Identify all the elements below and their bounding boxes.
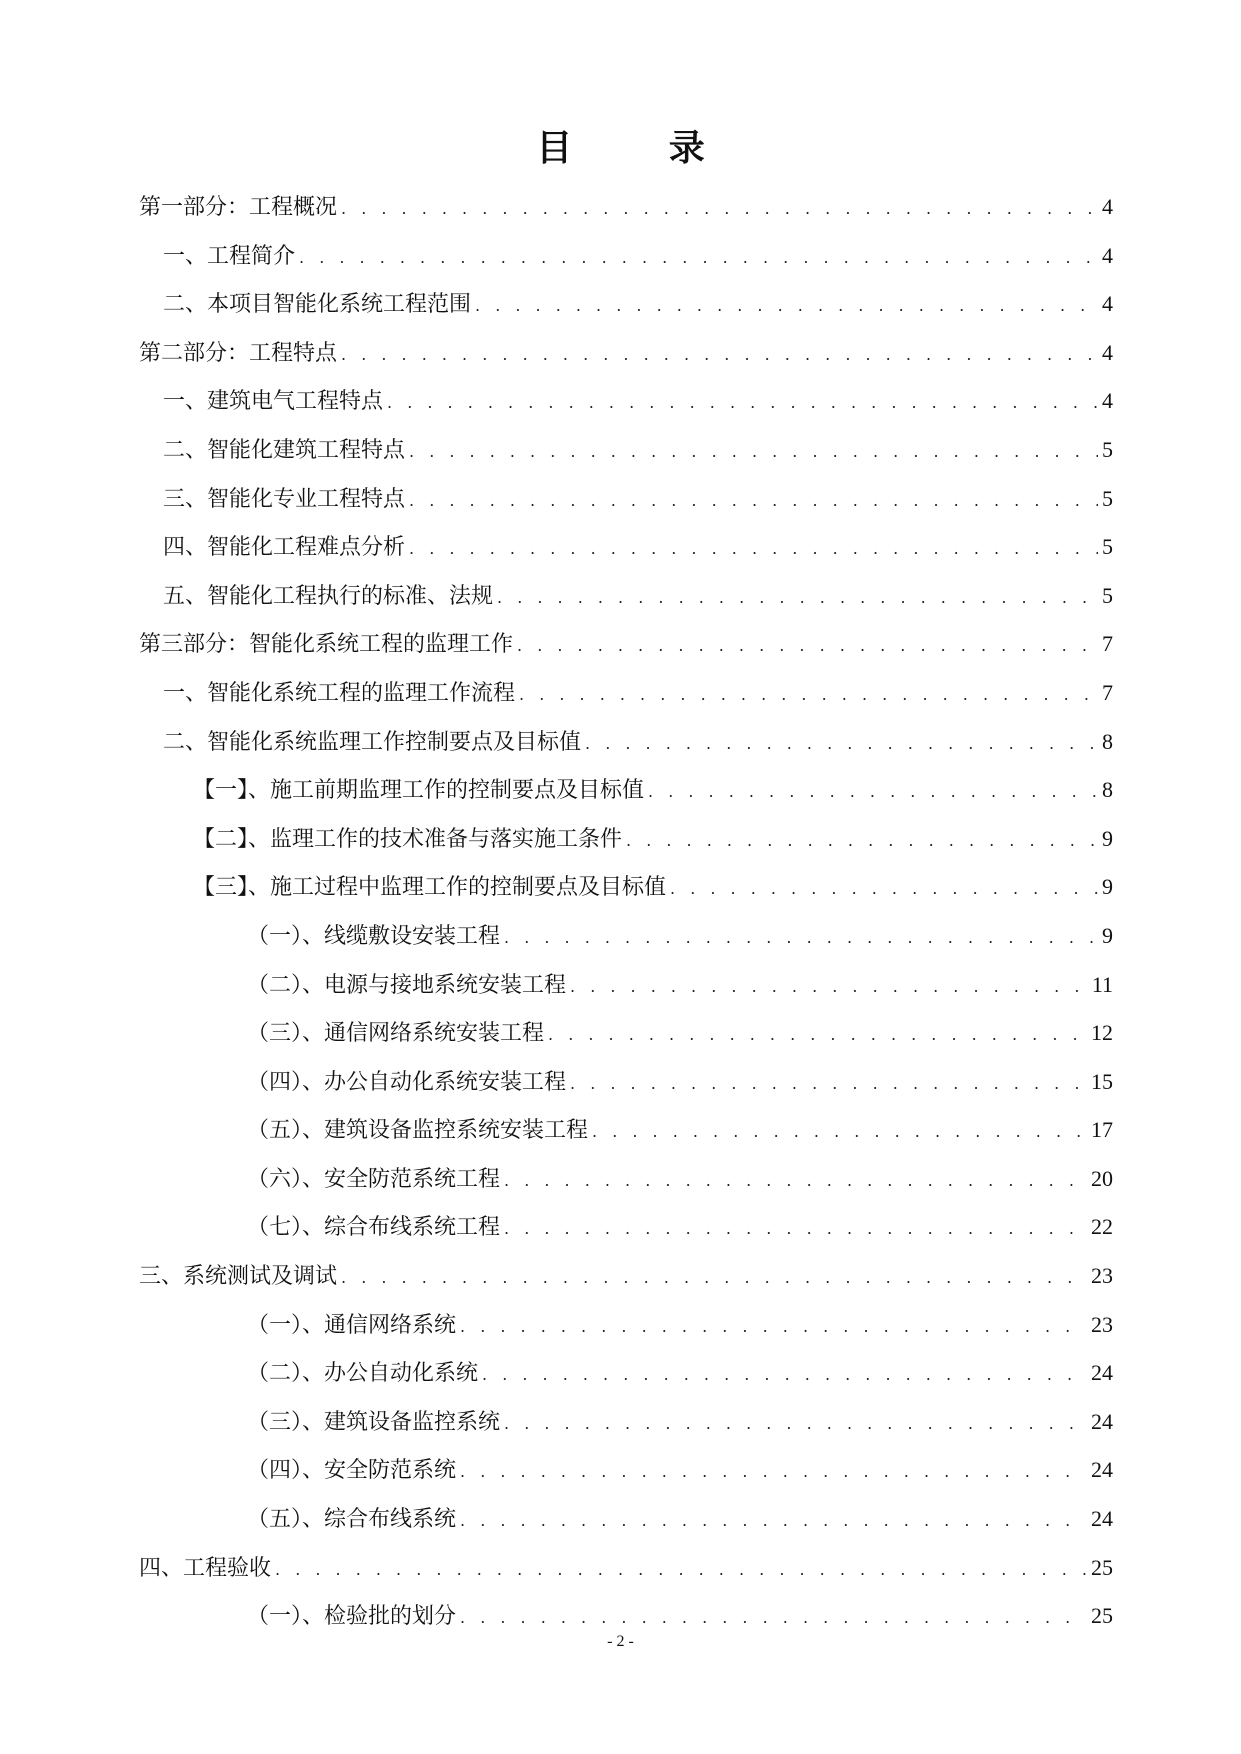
toc-dot-leader xyxy=(409,525,1098,574)
toc-dot-leader xyxy=(504,1157,1087,1206)
toc-entry[interactable] xyxy=(139,1203,1113,1252)
toc-entry-page-number: 4 xyxy=(1102,339,1113,365)
toc-entry[interactable] xyxy=(139,1544,1113,1593)
toc-entry-label: 四、智能化工程难点分析 xyxy=(163,535,406,561)
toc-entry[interactable] xyxy=(139,475,1113,524)
toc-entry-label: （四）、安全防范系统 xyxy=(247,1458,457,1484)
toc-entry-label: （五）、建筑设备监控系统安装工程 xyxy=(247,1118,589,1144)
toc-entry-page-number: 12 xyxy=(1091,1020,1113,1046)
toc-entry-page-number: 7 xyxy=(1102,679,1113,705)
toc-entry[interactable] xyxy=(139,1155,1113,1204)
toc-dot-leader xyxy=(517,622,1098,671)
toc-entry-label: （五）、综合布线系统 xyxy=(247,1507,457,1533)
toc-dot-leader xyxy=(409,428,1098,477)
toc-entry[interactable] xyxy=(139,1252,1113,1301)
page-number: - 2 - xyxy=(607,1633,634,1650)
toc-entry-page-number: 5 xyxy=(1102,436,1113,462)
toc-entry-label: 【二】、监理工作的技术准备与落实施工条件 xyxy=(193,826,623,852)
toc-entry-page-number: 24 xyxy=(1091,1360,1113,1386)
toc-entry[interactable] xyxy=(139,1009,1113,1058)
toc-dot-leader xyxy=(409,477,1098,526)
toc-dot-leader xyxy=(626,817,1098,866)
toc-entry-page-number: 17 xyxy=(1091,1117,1113,1143)
toc-dot-leader xyxy=(482,1351,1087,1400)
toc-dot-leader xyxy=(670,865,1098,914)
toc-entry[interactable] xyxy=(139,183,1113,232)
toc-entry[interactable] xyxy=(139,523,1113,572)
toc-entry-label: 一、工程简介 xyxy=(163,243,296,269)
toc-entry[interactable] xyxy=(139,1349,1113,1398)
toc-entry[interactable] xyxy=(139,1446,1113,1495)
toc-dot-leader xyxy=(585,720,1098,769)
toc-dot-leader xyxy=(497,574,1098,623)
toc-entry[interactable] xyxy=(139,1495,1113,1544)
toc-entry-page-number: 7 xyxy=(1102,631,1113,657)
toc-entry-page-number: 20 xyxy=(1091,1165,1113,1191)
toc-dot-leader xyxy=(548,1011,1087,1060)
toc-entry-label: 【一】、施工前期监理工作的控制要点及目标值 xyxy=(193,778,645,804)
toc-entry-page-number: 22 xyxy=(1091,1214,1113,1240)
toc-entry-page-number: 9 xyxy=(1102,874,1113,900)
table-of-contents xyxy=(139,183,1113,1641)
toc-entry-label: （二）、电源与接地系统安装工程 xyxy=(247,972,567,998)
toc-dot-leader xyxy=(299,234,1098,283)
toc-dot-leader xyxy=(504,1400,1087,1449)
toc-entry-label: 【三】、施工过程中监理工作的控制要点及目标值 xyxy=(193,875,667,901)
toc-entry-label: （七）、综合布线系统工程 xyxy=(247,1215,501,1241)
toc-dot-leader xyxy=(460,1448,1087,1497)
toc-entry-page-number: 8 xyxy=(1102,777,1113,803)
toc-entry[interactable] xyxy=(139,1058,1113,1107)
toc-entry[interactable] xyxy=(139,280,1113,329)
toc-entry-page-number: 25 xyxy=(1091,1603,1113,1629)
toc-entry-label: 三、智能化专业工程特点 xyxy=(163,486,406,512)
toc-entry-label: 第三部分：智能化系统工程的监理工作 xyxy=(139,632,514,658)
toc-entry-label: （一）、通信网络系统 xyxy=(247,1312,457,1338)
toc-entry[interactable] xyxy=(139,766,1113,815)
toc-entry-page-number: 5 xyxy=(1102,485,1113,511)
toc-entry-label: （六）、安全防范系统工程 xyxy=(247,1166,501,1192)
toc-dot-leader xyxy=(570,1060,1087,1109)
toc-entry[interactable] xyxy=(139,1106,1113,1155)
toc-entry-label: （三）、建筑设备监控系统 xyxy=(247,1409,501,1435)
toc-entry-label: 五、智能化工程执行的标准、法规 xyxy=(163,583,494,609)
toc-entry-page-number: 5 xyxy=(1102,582,1113,608)
toc-entry[interactable] xyxy=(139,620,1113,669)
toc-entry[interactable] xyxy=(139,1398,1113,1447)
toc-entry-page-number: 15 xyxy=(1091,1068,1113,1094)
toc-dot-leader xyxy=(592,1108,1087,1157)
toc-dot-leader xyxy=(341,1254,1087,1303)
toc-entry-label: 第二部分：工程特点 xyxy=(139,340,338,366)
toc-entry[interactable] xyxy=(139,572,1113,621)
page-title: 目 录 xyxy=(536,127,747,169)
toc-dot-leader xyxy=(504,1205,1087,1254)
toc-dot-leader xyxy=(475,282,1098,331)
toc-entry-label: 第一部分：工程概况 xyxy=(139,195,338,220)
toc-dot-leader xyxy=(460,1303,1087,1352)
toc-entry[interactable] xyxy=(139,718,1113,767)
toc-entry[interactable] xyxy=(139,912,1113,961)
toc-entry-page-number: 9 xyxy=(1102,825,1113,851)
toc-entry-label: （一）、检验批的划分 xyxy=(247,1604,457,1630)
toc-dot-leader xyxy=(570,963,1088,1012)
toc-entry[interactable] xyxy=(139,815,1113,864)
toc-entry[interactable] xyxy=(139,329,1113,378)
toc-dot-leader xyxy=(387,379,1098,428)
toc-entry[interactable] xyxy=(139,232,1113,281)
toc-entry-page-number: 24 xyxy=(1091,1457,1113,1483)
toc-entry-label: 二、智能化系统监理工作控制要点及目标值 xyxy=(163,729,582,755)
toc-entry-label: 二、本项目智能化系统工程范围 xyxy=(163,292,472,318)
toc-entry-page-number: 24 xyxy=(1091,1506,1113,1532)
toc-entry-label: （一）、线缆敷设安装工程 xyxy=(247,923,501,949)
toc-entry-page-number: 4 xyxy=(1102,194,1113,219)
toc-entry-label: 三、系统测试及调试 xyxy=(139,1264,338,1290)
toc-entry-page-number: 23 xyxy=(1091,1263,1113,1289)
toc-entry-label: （四）、办公自动化系统安装工程 xyxy=(247,1069,567,1095)
toc-entry[interactable] xyxy=(139,961,1113,1010)
toc-dot-leader xyxy=(341,185,1098,234)
toc-entry-page-number: 5 xyxy=(1102,534,1113,560)
toc-entry-label: 二、智能化建筑工程特点 xyxy=(163,437,406,463)
toc-entry-page-number: 4 xyxy=(1102,291,1113,317)
toc-entry-label: 一、智能化系统工程的监理工作流程 xyxy=(163,680,516,706)
toc-entry-page-number: 4 xyxy=(1102,242,1113,268)
toc-entry-label: 一、建筑电气工程特点 xyxy=(163,389,384,415)
toc-dot-leader xyxy=(519,671,1098,720)
toc-entry-label: 四、工程验收 xyxy=(139,1555,272,1581)
toc-entry-page-number: 8 xyxy=(1102,728,1113,754)
toc-entry-page-number: 24 xyxy=(1091,1408,1113,1434)
toc-dot-leader xyxy=(504,914,1098,963)
toc-entry[interactable] xyxy=(139,863,1113,912)
toc-entry[interactable] xyxy=(139,669,1113,718)
toc-dot-leader xyxy=(341,331,1098,380)
toc-dot-leader xyxy=(275,1546,1087,1595)
toc-dot-leader xyxy=(648,768,1098,817)
toc-entry-page-number: 4 xyxy=(1102,388,1113,414)
toc-entry-page-number: 11 xyxy=(1091,971,1113,997)
toc-entry-label: （三）、通信网络系统安装工程 xyxy=(247,1021,545,1047)
toc-entry[interactable] xyxy=(139,426,1113,475)
toc-entry-label: （二）、办公自动化系统 xyxy=(247,1361,479,1387)
toc-entry[interactable] xyxy=(139,377,1113,426)
toc-entry-page-number: 25 xyxy=(1091,1554,1113,1580)
toc-dot-leader xyxy=(460,1497,1087,1546)
toc-entry[interactable] xyxy=(139,1301,1113,1350)
toc-entry-page-number: 23 xyxy=(1091,1311,1113,1337)
toc-entry-page-number: 9 xyxy=(1102,922,1113,948)
